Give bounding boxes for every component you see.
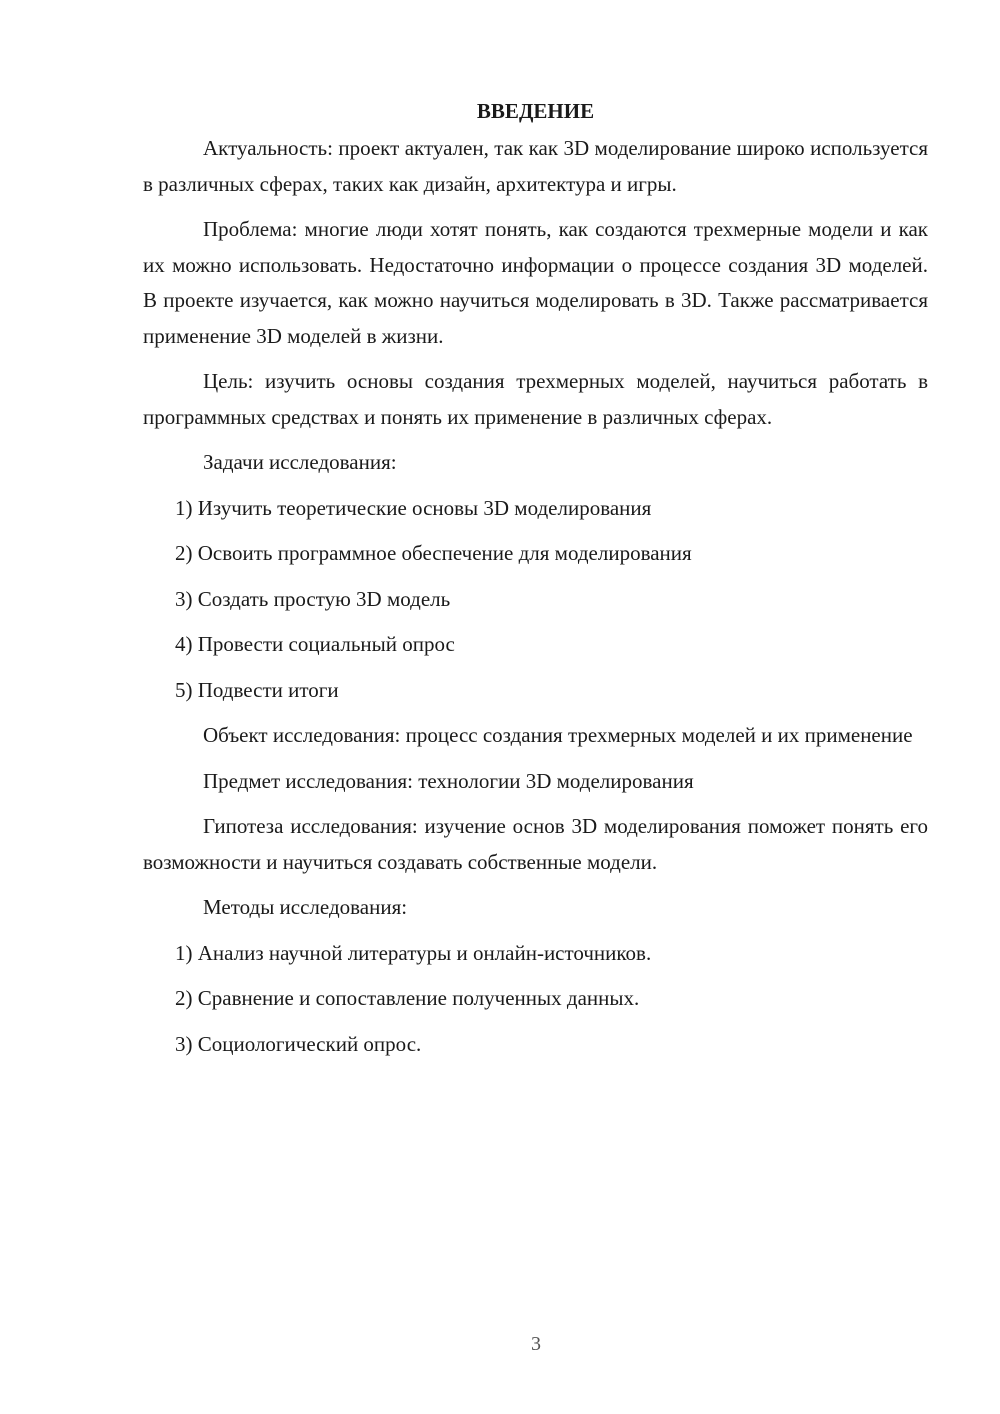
subject-paragraph: Предмет исследования: технологии 3D моделирования [203, 768, 694, 793]
methods-list [143, 936, 928, 1063]
hypothesis-paragraph: Гипотеза исследования: изучение основ 3D моделирования поможет понять его возможности и научиться создавать собственные модели. [143, 814, 928, 874]
list-item: 3) Создать простую 3D модель [175, 586, 451, 611]
list-item: 1) Анализ научной литературы и онлайн-источников. [175, 940, 652, 965]
page-title: ВВЕДЕНИЕ [476, 99, 595, 123]
list-item: 3) Социологический опрос. [175, 1031, 422, 1056]
tasks-list [143, 491, 928, 709]
list-item: 1) Изучить теоретические основы 3D моделирования [175, 495, 652, 520]
document-page [143, 93, 928, 1072]
list-item: 2) Сравнение и сопоставление полученных данных. [175, 986, 640, 1010]
object-paragraph: Объект исследования: процесс создания трехмерных моделей и их применение [203, 723, 913, 747]
tasks-label: Задачи исследования: [203, 450, 397, 474]
list-item: 5) Подвести итоги [175, 677, 339, 702]
goal-paragraph: Цель: изучить основы создания трехмерных моделей, научиться работать в программных средствах и понять их применение в различных сферах. [143, 369, 928, 429]
methods-label: Методы исследования: [203, 895, 408, 919]
list-item: 4) Провести социальный опрос [175, 632, 455, 656]
list-item: 2) Освоить программное обеспечение для моделирования [175, 541, 692, 565]
relevance-paragraph: Актуальность: проект актуален, так как 3D моделирование широко используется в различных сферах, таких как дизайн, архитектура и игры. [143, 136, 928, 196]
problem-paragraph: Проблема: многие люди хотят понять, как создаются трехмерные модели и как их можно использовать. Недостаточно информации о процессе создания 3D моделей. В проекте изучается, как можно научиться моделировать в 3D. Также рассматривается применение 3D моделей в жизни. [143, 217, 928, 348]
page-number: 3 [531, 1333, 541, 1355]
